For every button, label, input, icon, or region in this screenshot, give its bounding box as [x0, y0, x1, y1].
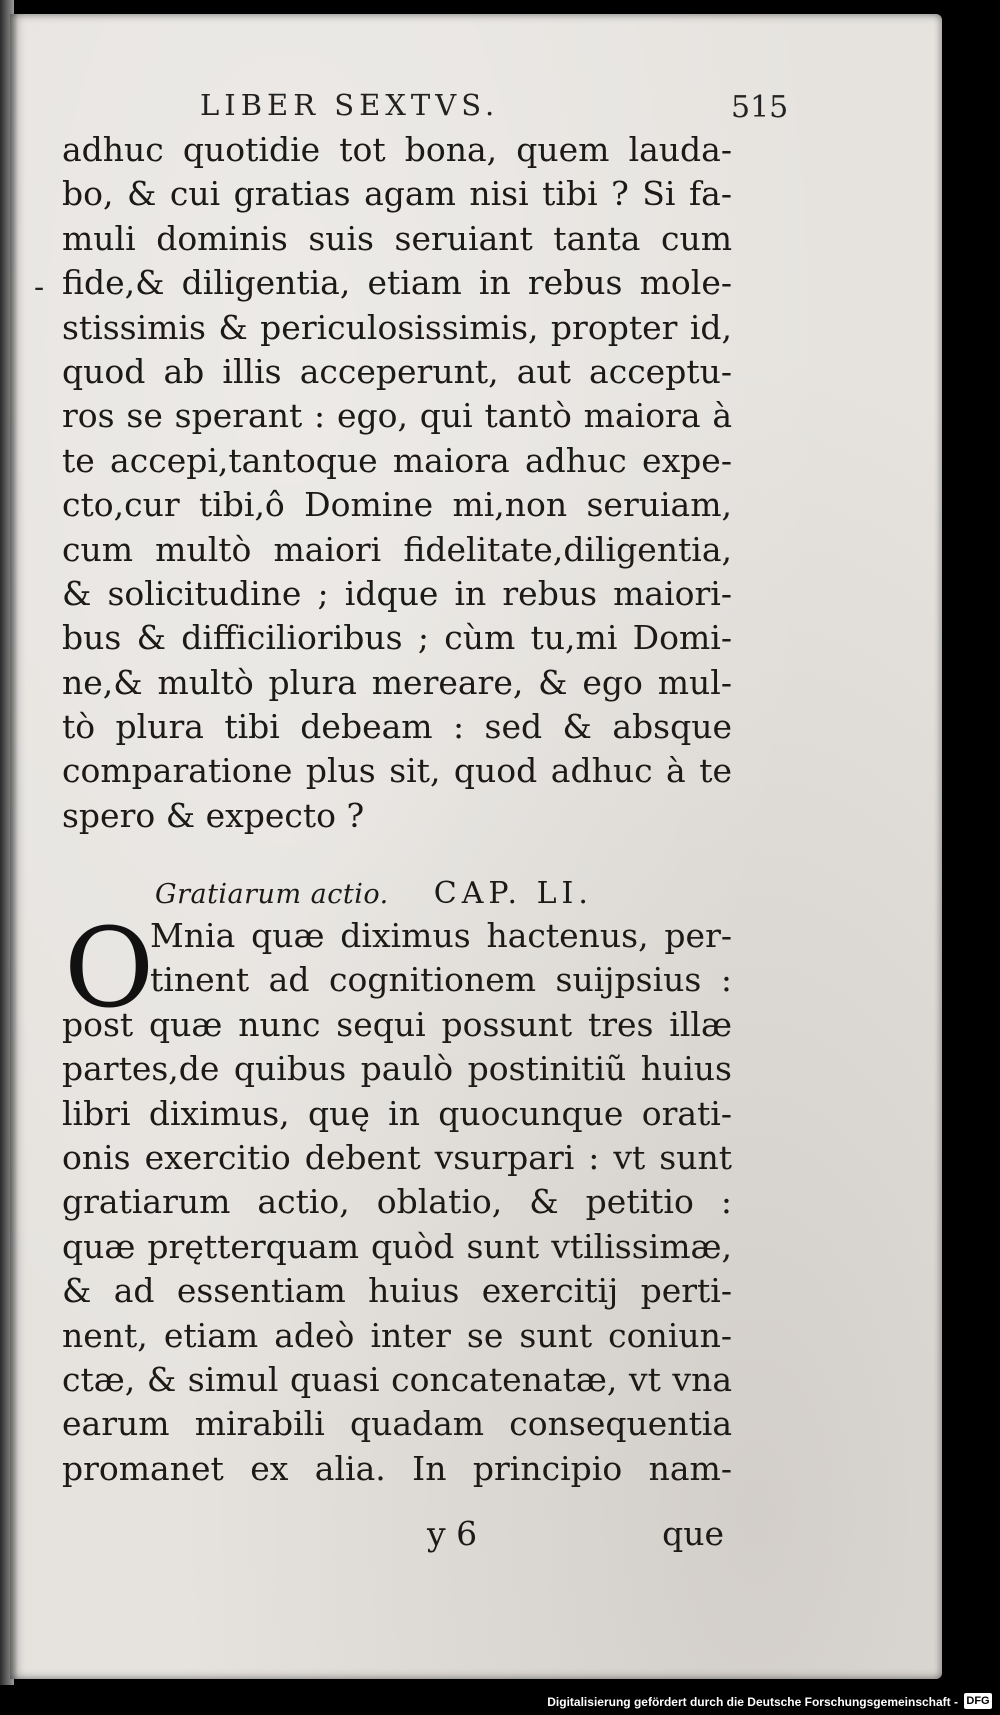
- catchword: que: [662, 1514, 724, 1553]
- signature-mark: y 6: [427, 1514, 478, 1553]
- digitization-footer: [0, 1685, 1000, 1715]
- chapter-title: Gratiarum actio.: [155, 879, 389, 910]
- text-line: gratiarum actio, oblatio, & petitio :: [62, 1182, 732, 1222]
- page-number: 515: [731, 90, 789, 125]
- text-line: te accepi,tantoque maiora adhuc expe-: [62, 440, 732, 480]
- chapter-heading: [155, 872, 675, 916]
- text-line: libri diximus, quę in quocunque orati-: [62, 1093, 732, 1133]
- text-line: partes,de quibus paulò postinitiũ huius: [62, 1049, 732, 1089]
- text-line: tò plura tibi debeam : sed & absque: [62, 707, 732, 747]
- text-line-last: spero & expecto ?: [62, 795, 365, 835]
- running-head: LIBER SEXTVS.: [200, 88, 500, 122]
- paragraph-1: [62, 128, 732, 838]
- text-line: promanet ex alia. In principio nam-: [62, 1448, 732, 1488]
- text-line: cum multò maiori fidelitate,diligentia,: [62, 529, 732, 569]
- chapter-number: CAP. LI.: [433, 876, 593, 911]
- text-line: muli dominis suis seruiant tanta cum: [62, 218, 732, 258]
- text-line: onis exercitio debent vsurpari : vt sunt: [62, 1137, 732, 1177]
- text-line: post quæ nunc sequi possunt tres illæ: [62, 1004, 732, 1044]
- paragraph-2: [62, 904, 732, 1491]
- drop-cap: O: [64, 904, 155, 1032]
- text-line: Mnia quæ diximus hactenus, per-: [150, 916, 732, 955]
- text-line: ros se sperant : ego, qui tantò maiora à: [62, 396, 732, 436]
- text-line: cto,cur tibi,ô Domine mi,non seruiam,: [62, 485, 732, 525]
- text-line: stissimis & periculosissimis, propter id,: [62, 307, 732, 347]
- margin-mark: -: [34, 270, 45, 305]
- text-line: tinent ad cognitionem suijpsius :: [150, 960, 732, 1000]
- dfg-logo-icon: DFG: [964, 1693, 992, 1709]
- text-line: comparatione plus sit, quod adhuc à te: [62, 751, 732, 791]
- text-line: nent, etiam adeò inter se sunt coniun-: [62, 1315, 732, 1355]
- text-line: ne,& multò plura mereare, & ego mul-: [62, 662, 732, 702]
- text-line: quod ab illis acceperunt, aut acceptu-: [62, 351, 732, 391]
- page-gutter-shadow: [10, 14, 18, 1679]
- catchline: [62, 1512, 732, 1556]
- text-line: ctæ, & simul quasi concatenatæ, vt vna: [62, 1359, 732, 1399]
- footer-credit: Digitalisierung gefördert durch die Deutsche Forschungsgemeinschaft -: [547, 1695, 958, 1709]
- text-line: bus & difficilioribus ; cùm tu,mi Domi-: [62, 618, 732, 658]
- text-line: earum mirabili quadam consequentia: [62, 1404, 732, 1444]
- text-line: adhuc quotidie tot bona, quem lauda-: [62, 130, 732, 169]
- text-line: bo, & cui gratias agam nisi tibi ? Si fa-: [62, 174, 732, 214]
- text-line: fide,& diligentia, etiam in rebus mole-: [62, 263, 732, 303]
- text-line: & solicitudine ; idque in rebus maiori-: [62, 573, 732, 613]
- text-line: & ad essentiam huius exercitij perti-: [62, 1271, 732, 1311]
- text-line: quæ prętterquam quòd sunt vtilissimæ,: [62, 1226, 732, 1266]
